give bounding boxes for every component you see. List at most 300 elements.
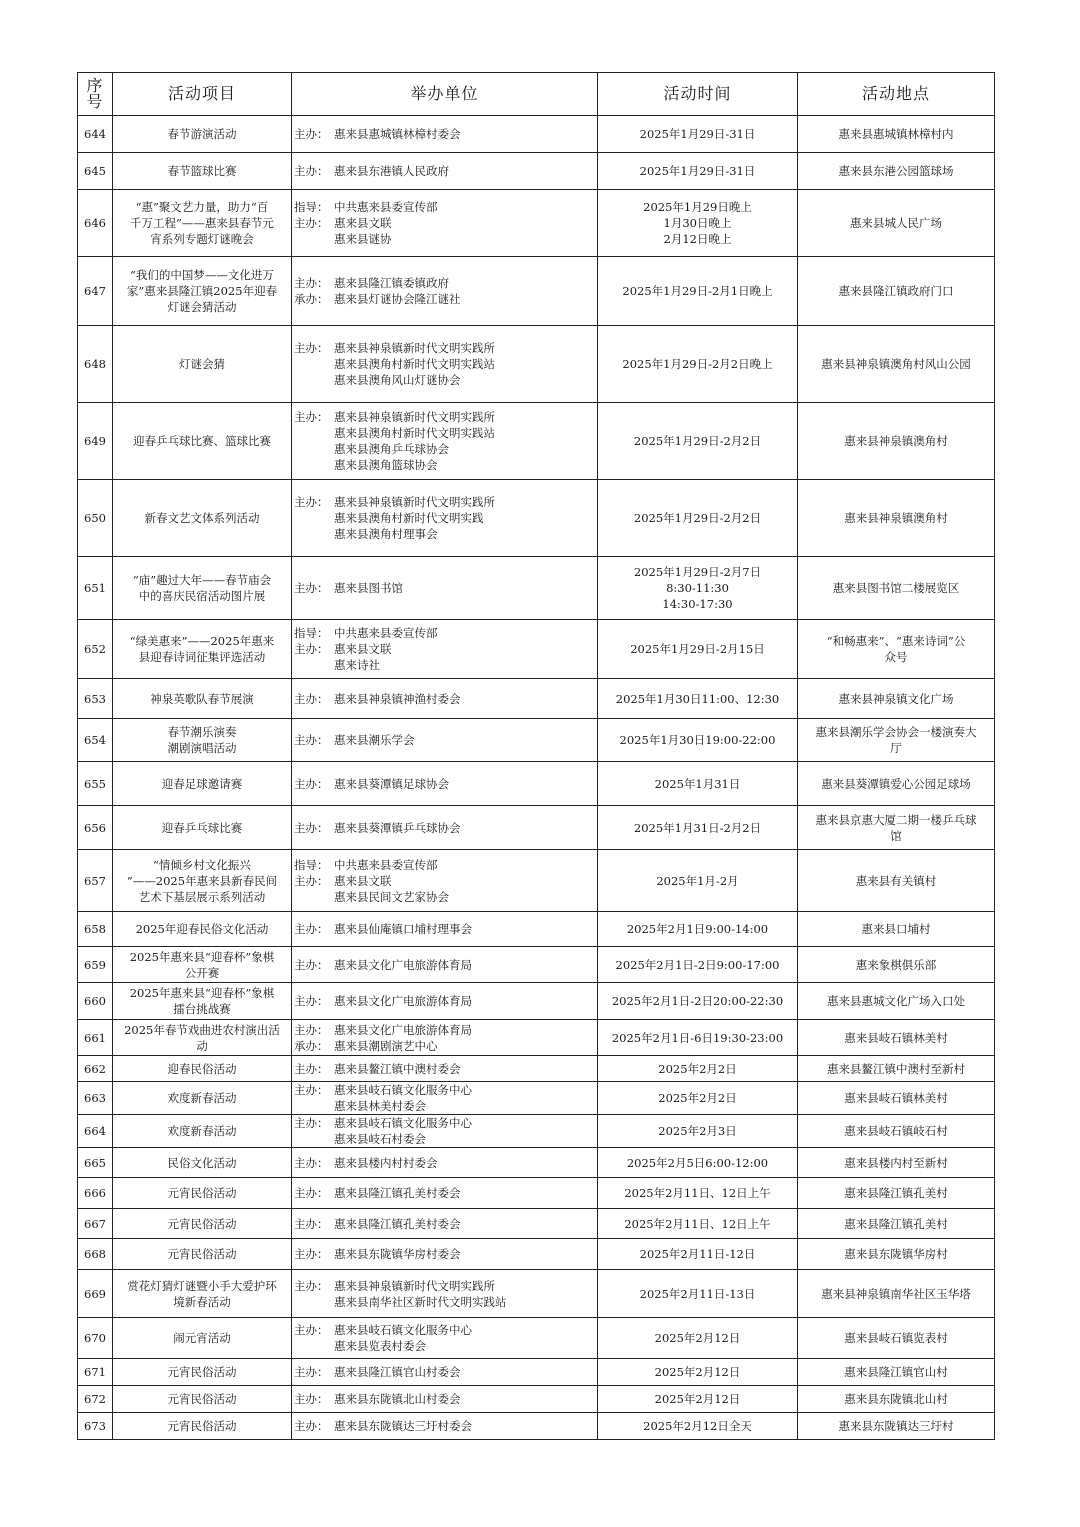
activity-place-line: 惠来县京惠大厦二期一楼乒乓球: [815, 812, 977, 827]
organizer-line: [294, 691, 596, 707]
row-number: 666: [78, 1178, 113, 1209]
organizer-role: [294, 356, 334, 372]
organizer-line: [294, 641, 596, 657]
row-number: 645: [78, 153, 113, 190]
row-number: 659: [78, 947, 113, 983]
row-number: 648: [78, 326, 113, 403]
activity-name-line: 春节篮球比赛: [167, 164, 237, 178]
activity-time-line: 2025年2月2日: [658, 1091, 737, 1105]
organizer-line: [294, 340, 596, 356]
organizer-role: 主办：: [294, 820, 329, 835]
organizer-role: 主办：: [294, 276, 329, 290]
activity-time-line: 2025年2月1日-6日19:30-23:00: [611, 1030, 784, 1045]
organizer-line: [294, 215, 596, 231]
organizer-unit: 惠来县东港镇人民政府: [334, 164, 449, 178]
activity-name-line: 公开赛: [184, 965, 220, 980]
activity-name-line: 欢度新春活动: [167, 1091, 237, 1105]
activity-name: [113, 1359, 292, 1386]
activity-place-line: 惠来县神泉镇南华社区玉华塔: [821, 1286, 971, 1301]
organizer-line: [294, 857, 596, 873]
activity-place-line: 惠来县东陇镇达三圩村: [838, 1419, 954, 1433]
organizer-line: [294, 1418, 596, 1434]
organizer-line: [294, 409, 596, 425]
organizer-line: [294, 457, 596, 473]
organizer-role: [294, 1294, 334, 1310]
table-row: [78, 190, 995, 257]
organizer-role: 主办：: [294, 1216, 329, 1231]
table-row: [78, 1056, 995, 1082]
table-row: [78, 1148, 995, 1178]
header-time: 活动时间: [598, 73, 798, 116]
activity-name: [113, 403, 292, 480]
organizer-role: 主办：: [294, 733, 329, 747]
organizer: [292, 1386, 598, 1413]
activity-time: [598, 190, 798, 257]
organizer-unit: 惠来县澳角村新时代文明实践站: [334, 357, 495, 371]
activity-time-line: 8:30-11:30: [666, 581, 729, 595]
table-row: [78, 1082, 995, 1115]
activity-place-line: 惠来县惠城文化广场入口处: [827, 994, 965, 1008]
organizer-line: [294, 199, 596, 215]
table-row: [78, 116, 995, 153]
row-number: 665: [78, 1148, 113, 1178]
activity-time: [598, 1209, 798, 1239]
activity-time: [598, 850, 798, 912]
organizer-unit: 惠来县潮乐学会: [334, 733, 415, 747]
activity-name: [113, 1056, 292, 1082]
activity-name-line: 宵系列专题灯谜晚会: [150, 232, 254, 246]
table-row: [78, 719, 995, 762]
activity-name-line: 元宵民俗活动: [167, 1419, 237, 1433]
activity-time: [598, 480, 798, 557]
activity-place: [798, 257, 995, 326]
activity-place: [798, 1020, 995, 1056]
organizer-line: [294, 1022, 596, 1038]
activity-name-line: 元宵民俗活动: [167, 1392, 237, 1406]
activity-name-line: 民俗文化活动: [167, 1155, 237, 1170]
activity-place-line: 惠来县隆江镇孔美村: [844, 1216, 948, 1231]
organizer-unit: 惠来县澳角村新时代文明实践站: [334, 426, 495, 440]
organizer-role: [294, 526, 334, 542]
activity-name: [113, 1239, 292, 1270]
organizer: [292, 850, 598, 912]
organizer-line: [294, 921, 596, 937]
activity-time-line: 2025年2月11日-13日: [639, 1286, 756, 1301]
header-organizer: 举办单位: [292, 73, 598, 116]
activity-time-line: 1月30日晚上: [663, 216, 732, 230]
activity-name: [113, 1386, 292, 1413]
activity-place: [798, 679, 995, 719]
organizer-line: [294, 1038, 596, 1054]
organizer-line: [294, 580, 596, 596]
organizer-role: 主办：: [294, 691, 329, 706]
activity-name: [113, 1020, 292, 1056]
activity-place-line: 惠来县岐石镇览表村: [844, 1331, 948, 1345]
activity-name: [113, 983, 292, 1020]
table-row: [78, 850, 995, 912]
organizer-unit: 惠来县林美村委会: [334, 1099, 426, 1113]
activity-name-line: 元宵民俗活动: [167, 1247, 237, 1261]
activity-place: [798, 557, 995, 620]
organizer-unit: 惠来县东陇镇北山村委会: [334, 1392, 461, 1406]
organizer-role: [294, 889, 334, 905]
activity-name-line: 春节游演活动: [167, 127, 237, 141]
row-number: 657: [78, 850, 113, 912]
activity-name: [113, 1178, 292, 1209]
organizer-role: 主办：: [294, 957, 329, 972]
organizer-unit: 惠来县鳌江镇中澳村委会: [334, 1061, 461, 1076]
row-number: 670: [78, 1318, 113, 1359]
organizer-line: [294, 1322, 596, 1338]
activity-name: [113, 557, 292, 620]
activity-time-line: 2025年2月11日、12日上午: [624, 1186, 771, 1200]
organizer-line: [294, 1391, 596, 1407]
organizer: [292, 1082, 598, 1115]
activity-place: [798, 1270, 995, 1318]
table-row: [78, 480, 995, 557]
table-row: [78, 806, 995, 850]
organizer-line: [294, 425, 596, 441]
activity-name-line: 闹元宵活动: [173, 1331, 231, 1345]
activity-place-line: 惠来县东陇镇北山村: [844, 1392, 948, 1406]
organizer-line: [294, 1082, 596, 1098]
activity-time-line: 2025年1月29日-2月2日晚上: [622, 357, 773, 371]
organizer-unit: 惠来县神泉镇神渔村委会: [334, 691, 461, 706]
organizer: [292, 620, 598, 679]
activity-name: [113, 257, 292, 326]
organizer-role: 主办：: [294, 994, 329, 1008]
activity-name-line: 元宵民俗活动: [167, 1216, 237, 1231]
organizer-role: 主办：: [294, 1392, 329, 1406]
activity-place-line: 惠来县神泉镇澳角村风山公园: [821, 357, 971, 371]
activity-name-line: 迎春乒乓球比赛、篮球比赛: [133, 434, 271, 448]
organizer-unit: 惠来县仙庵镇口埔村理事会: [334, 922, 472, 936]
row-number: 672: [78, 1386, 113, 1413]
activity-place-line: 厅: [890, 741, 902, 755]
organizer-unit: 惠来县神泉镇新时代文明实践所: [334, 1278, 495, 1293]
activity-time: [598, 403, 798, 480]
activity-name-line: 艺术下基层展示系列活动: [138, 889, 266, 904]
organizer-role: 主办：: [294, 1419, 329, 1433]
row-number: 653: [78, 679, 113, 719]
table-row: [78, 153, 995, 190]
organizer-line: [294, 231, 596, 247]
organizer: [292, 1239, 598, 1270]
activity-name-line: 2025年春节戏曲进农村演出活: [124, 1022, 280, 1037]
activity-time: [598, 983, 798, 1020]
activity-place: [798, 620, 995, 679]
activity-name-line: 赏花灯猜灯谜暨小手大爱护环: [127, 1278, 277, 1293]
header-place: 活动地点: [798, 73, 995, 116]
organizer-line: [294, 1294, 596, 1310]
activity-name-line: 2025年惠来县“迎春杯”象棋: [129, 986, 275, 1000]
activity-time: [598, 326, 798, 403]
organizer-line: [294, 356, 596, 372]
table-row: [78, 403, 995, 480]
organizer: [292, 557, 598, 620]
organizer-line: [294, 291, 596, 307]
organizer-role: [294, 1131, 334, 1147]
activity-time: [598, 1318, 798, 1359]
organizer-role: 主办：: [294, 581, 329, 595]
activity-name-line: ”——2025年惠来县新春民间: [126, 873, 278, 888]
activity-place: [798, 719, 995, 762]
activity-time-line: 2025年1月29日-2月2日: [633, 511, 762, 525]
organizer-unit: 惠来县文化广电旅游体育局: [334, 994, 472, 1008]
row-number: 661: [78, 1020, 113, 1056]
activity-place: [798, 116, 995, 153]
activity-name: [113, 1209, 292, 1239]
activity-time-line: 2025年2月11日、12日上午: [624, 1216, 771, 1231]
activity-time-line: 2025年2月12日: [654, 1392, 741, 1406]
row-number: 652: [78, 620, 113, 679]
table-row: [78, 557, 995, 620]
activity-place-line: 惠来县城人民广场: [850, 216, 942, 230]
organizer: [292, 1413, 598, 1440]
activity-place: [798, 1413, 995, 1440]
row-number: 671: [78, 1359, 113, 1386]
activity-name-line: “情倾乡村文化振兴: [153, 857, 251, 872]
activity-name: [113, 1082, 292, 1115]
activity-place-line: 惠来县葵潭镇爱心公园足球场: [821, 776, 971, 791]
organizer-line: [294, 776, 596, 792]
organizer-unit: 惠来县澳角篮球协会: [334, 458, 438, 472]
activity-place: [798, 480, 995, 557]
row-number: 667: [78, 1209, 113, 1239]
activity-time: [598, 719, 798, 762]
activity-time-line: 2025年1月29日-2月7日: [633, 565, 762, 579]
organizer-line: [294, 275, 596, 291]
activity-time-line: 2025年2月1日-2日20:00-22:30: [611, 994, 784, 1008]
activity-time: [598, 1413, 798, 1440]
activity-place: [798, 1239, 995, 1270]
activity-time-line: 2025年2月11日-12日: [639, 1247, 756, 1261]
organizer-line: [294, 957, 596, 973]
activity-time-line: 2月12日晚上: [663, 232, 732, 246]
organizer-role: 主办：: [294, 164, 329, 178]
row-number: 668: [78, 1239, 113, 1270]
activity-name-line: 县迎春诗词征集评选活动: [138, 650, 266, 664]
activity-time-line: 2025年1月30日19:00-22:00: [619, 733, 776, 747]
activity-place-line: 惠来县隆江镇政府门口: [838, 284, 954, 298]
row-number: 662: [78, 1056, 113, 1082]
activity-time: [598, 557, 798, 620]
row-number: 655: [78, 762, 113, 806]
organizer-unit: 惠来县图书馆: [334, 581, 403, 595]
activity-name-line: 欢度新春活动: [167, 1124, 237, 1138]
organizer-role: 主办：: [294, 1083, 329, 1097]
table-row: [78, 257, 995, 326]
activity-name: [113, 190, 292, 257]
table-row: [78, 947, 995, 983]
activity-time: [598, 153, 798, 190]
activity-place-line: 馆: [890, 828, 902, 843]
activity-name: [113, 806, 292, 850]
organizer-unit: 中共惠来县委宣传部: [334, 626, 438, 640]
organizer-unit: 惠来县谜协: [334, 232, 392, 246]
activity-name-line: 2025年惠来县“迎春杯”象棋: [129, 949, 275, 964]
organizer-role: [294, 510, 334, 526]
table-row: [78, 1386, 995, 1413]
activity-place: [798, 1178, 995, 1209]
organizer-unit: 惠来县澳角村新时代文明实践: [334, 511, 484, 525]
organizer-unit: 惠来县楼内村村委会: [334, 1155, 438, 1170]
organizer-line: [294, 1061, 596, 1077]
activity-place-line: 惠来县潮乐学会协会一楼演奏大: [815, 725, 977, 739]
organizer-unit: 惠来县惠城镇林樟村委会: [334, 127, 461, 141]
activity-place: [798, 1386, 995, 1413]
activity-name: [113, 153, 292, 190]
organizer-unit: 惠来县潮剧演艺中心: [334, 1038, 438, 1053]
activity-place-line: 惠来县隆江镇孔美村: [844, 1186, 948, 1200]
activity-time: [598, 1020, 798, 1056]
organizer-unit: 惠来县岐石镇文化服务中心: [334, 1323, 472, 1337]
organizer-role: [294, 372, 334, 388]
organizer-role: 承办：: [294, 292, 329, 306]
activity-time-line: 2025年2月12日全天: [643, 1419, 752, 1433]
organizer-line: [294, 1185, 596, 1201]
activity-place: [798, 1115, 995, 1148]
table-row: [78, 1178, 995, 1209]
organizer-role: 主办：: [294, 873, 329, 888]
table-row: [78, 983, 995, 1020]
activity-place-line: 惠来县岐石镇林美村: [844, 1030, 948, 1045]
organizer-role: 主办：: [294, 341, 329, 355]
organizer-role: 主办：: [294, 495, 329, 509]
activity-name-line: 千万工程”——惠来县春节元: [130, 216, 274, 230]
row-number: 663: [78, 1082, 113, 1115]
activity-place-line: 惠来象棋俱乐部: [855, 957, 937, 972]
organizer-unit: 惠来诗社: [334, 658, 380, 672]
organizer: [292, 762, 598, 806]
activity-place-line: 惠来县鳌江镇中澳村至新村: [827, 1061, 965, 1076]
organizer-unit: 惠来县隆江镇孔美村委会: [334, 1186, 461, 1200]
activity-time: [598, 257, 798, 326]
activity-place: [798, 326, 995, 403]
activity-time-line: 2025年2月2日: [658, 1061, 737, 1076]
activity-time-line: 2025年2月1日-2日9:00-17:00: [615, 957, 780, 972]
activity-name-line: 迎春乒乓球比赛: [161, 820, 243, 835]
organizer: [292, 257, 598, 326]
table-row: [78, 1413, 995, 1440]
activity-place-line: 惠来县隆江镇官山村: [844, 1365, 948, 1379]
activity-name-line: 灯谜会猜: [179, 357, 225, 371]
organizer: [292, 1178, 598, 1209]
organizer-unit: 惠来县神泉镇新时代文明实践所: [334, 341, 495, 355]
activity-place: [798, 1082, 995, 1115]
activity-time: [598, 620, 798, 679]
organizer: [292, 153, 598, 190]
table-row: [78, 1359, 995, 1386]
organizer-unit: 惠来县岐石镇文化服务中心: [334, 1116, 472, 1130]
organizer-line: [294, 163, 596, 179]
activity-name: [113, 912, 292, 947]
organizer: [292, 1115, 598, 1148]
row-number: 656: [78, 806, 113, 850]
organizer-line: [294, 993, 596, 1009]
organizer: [292, 983, 598, 1020]
organizer-role: 主办：: [294, 1116, 329, 1130]
row-number: 647: [78, 257, 113, 326]
activity-place: [798, 762, 995, 806]
organizer: [292, 190, 598, 257]
activity-name: [113, 719, 292, 762]
activity-place-line: 惠来县岐石镇岐石村: [844, 1124, 948, 1138]
table-row: [78, 1318, 995, 1359]
organizer: [292, 1209, 598, 1239]
activity-time-line: 2025年1月31日-2月2日: [633, 820, 762, 835]
organizer-role: [294, 1098, 334, 1114]
header-no: 序号: [78, 73, 113, 116]
organizer-unit: 惠来县岐石村委会: [334, 1132, 426, 1146]
activity-name-line: 境新春活动: [173, 1294, 231, 1309]
activity-table: [77, 72, 995, 1440]
organizer-line: [294, 1155, 596, 1171]
row-number: 658: [78, 912, 113, 947]
table-row: [78, 762, 995, 806]
activity-place: [798, 912, 995, 947]
activity-name: [113, 116, 292, 153]
organizer-unit: 惠来县文联: [334, 642, 392, 656]
organizer-role: 主办：: [294, 1061, 329, 1076]
activity-name-line: 2025年迎春民俗文化活动: [135, 922, 269, 936]
activity-place: [798, 1209, 995, 1239]
organizer-unit: 惠来县岐石镇文化服务中心: [334, 1083, 472, 1097]
activity-name-line: “惠”聚文艺力量，助力“百: [135, 200, 269, 214]
organizer-line: [294, 1338, 596, 1354]
organizer-line: [294, 1246, 596, 1262]
activity-time: [598, 1239, 798, 1270]
organizer-line: [294, 889, 596, 905]
organizer-line: [294, 1131, 596, 1147]
activity-place-line: 惠来县神泉镇澳角村: [844, 434, 948, 448]
organizer-role: 指导：: [294, 200, 329, 214]
activity-name-line: 元宵民俗活动: [167, 1186, 237, 1200]
activity-place: [798, 190, 995, 257]
organizer-role: 主办：: [294, 1278, 329, 1293]
organizer-line: [294, 441, 596, 457]
activity-time: [598, 762, 798, 806]
organizer: [292, 480, 598, 557]
organizer: [292, 912, 598, 947]
activity-name-line: 家”惠来县隆江镇2025年迎春: [126, 284, 278, 298]
organizer-line: [294, 732, 596, 748]
activity-place: [798, 850, 995, 912]
activity-name: [113, 762, 292, 806]
activity-place-line: 惠来县楼内村至新村: [844, 1155, 948, 1170]
activity-time-line: 2025年1月-2月: [656, 873, 739, 888]
activity-time: [598, 806, 798, 850]
activity-name-line: 元宵民俗活动: [167, 1365, 237, 1379]
organizer-unit: 惠来县隆江镇委镇政府: [334, 276, 449, 290]
organizer-unit: 中共惠来县委宣传部: [334, 857, 438, 872]
activity-time: [598, 912, 798, 947]
activity-name-line: 潮剧演唱活动: [167, 741, 237, 755]
activity-time-line: 2025年2月12日: [654, 1331, 741, 1345]
organizer-unit: 惠来县葵潭镇足球协会: [334, 776, 449, 791]
activity-name: [113, 947, 292, 983]
activity-place-line: 惠来县神泉镇文化广场: [838, 691, 954, 706]
organizer-role: [294, 425, 334, 441]
organizer-role: 主办：: [294, 642, 329, 656]
activity-name-line: 春节潮乐演奏: [167, 725, 237, 739]
activity-place-line: 众号: [884, 650, 908, 664]
organizer-unit: 惠来县澳角村理事会: [334, 527, 438, 541]
organizer-line: [294, 820, 596, 836]
activity-time: [598, 1082, 798, 1115]
activity-time: [598, 1270, 798, 1318]
activity-time-line: 14:30-17:30: [662, 597, 733, 611]
